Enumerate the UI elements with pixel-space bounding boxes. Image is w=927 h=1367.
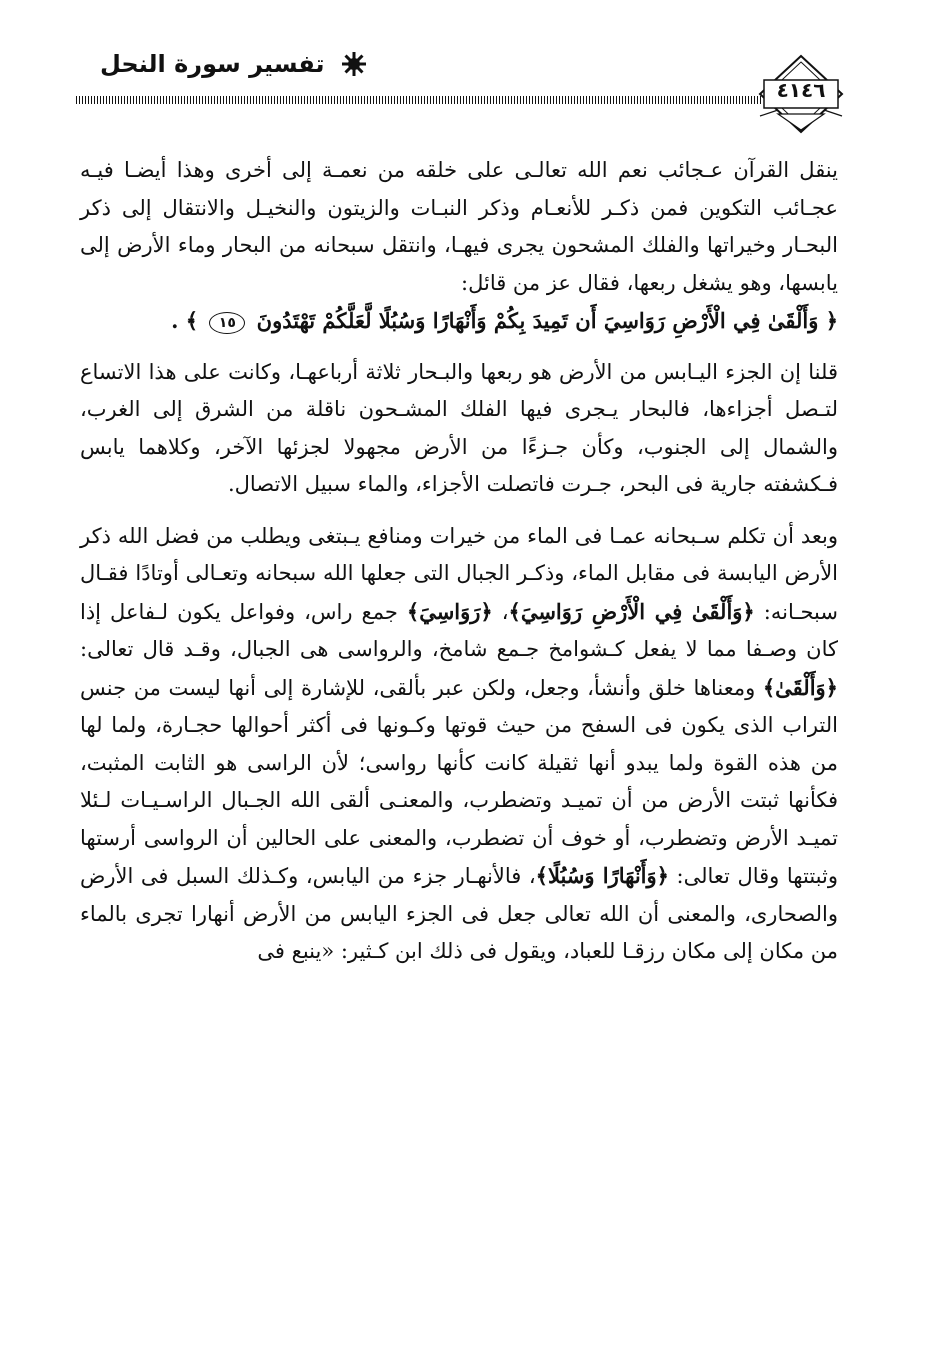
running-title (100, 44, 367, 84)
quote-verse: ﴿وَأَنْهَارًا وَسُبُلًا﴾ (535, 863, 669, 888)
title-ornament-icon (341, 51, 367, 77)
quote-word: ﴿رَوَاسِيَ﴾ (406, 598, 493, 624)
page-header (0, 0, 927, 135)
quote-word: ﴿وَأَلْقَىٰ﴾ (762, 674, 838, 700)
verse-open-bracket: ﴿ (825, 308, 838, 333)
paragraph-2: قلنا إن الجزء اليـابس من الأرض هو ربعها والبـحار ثلاثة أرباعهـا، وكانت على هذا الاتساع لتـصل أجزاءها، فالبحار يـجرى فيها الفلك المشـحون ناقلة من الشرق إلى الغرب، والشمال إلى الجنوب، وكأن جـزءًا من الأرض مجهولا لجزئها الآخر، وكلاهما يابس فـكشفته جارية فى البحر، جـرت فاتصلت الأجزاء، والماء سبيل الاتصال. (80, 359, 838, 496)
body-text (80, 152, 838, 971)
paragraph-3-segment: وبعد أن تكلم سـبحانه عمـا فى الماء من خيرات ومنافع يـبتغى ويطلب من فضل الله ذكر الأرض اليابسة فى مقابل الماء، وذكـر الجبال التى جعلها الله سبحانه وتعـالى أوتادًا فقـال سبحـانه: (80, 523, 838, 624)
paragraph-3-segment: ومعناها خلق وأنشأ، وجعل، ولكن عبر بألقى، للإشارة إلى أنها ليست من جنس التراب الذى يكون فى السفح من حيث قوتها وكـونها فى أكثر أحوالها حجـارة، ولما لها من هذه القوة ولما يبدو أنها ثقيلة كانت كأنها رواسى؛ لأن الراسى هو الثابت المثبت، فكأنها ثبتت الأرض من أن تميـد وتضطرب، والمعنـى ألقى الله الجـبال الراسـيـات لـئلا تميـد الأرض وتضطرب، أو خوف أن تضطرب، والمعنى على الحالين أن الرواسى أرستها وثبتتها وقال تعالى: (80, 675, 838, 888)
quote-verse: ﴿وَأَلْقَىٰ فِي الْأَرْضِ رَوَاسِيَ﴾ (508, 598, 755, 624)
quran-verse (80, 302, 838, 340)
verse-text: وَأَلْقَىٰ فِي الْأَرْضِ رَوَاسِيَ أَن تَمِيدَ بِكُمْ وَأَنْهَارًا وَسُبُلًا لَّعَلَّكُمْ تَهْتَدُونَ (256, 308, 819, 333)
verse-close-bracket: ﴾ . (171, 308, 199, 333)
paragraph-3-segment: جمع راس، وفواعل يكون لـفاعل إذا كان وصـفا مما لا يفعل كـشوامخ جـمع شامخ، والرواسى هى الجبال، وقـد قال تعالى: (80, 599, 838, 661)
paragraph-1: ينقل القرآن عـجائب نعم الله تعالـى على خلقه من نعمـة إلى أخرى وهذا أيضـا فيـه عجـائب التكوين فمن ذكـر للأنعـام وذكر النبـات والزيتون والنخيـل والانتقال إلى ذكر البحـار وخيراتها والفلك المشحون يجرى فيهـا، وانتقل سبحانه من البحار وماء الأرض إلى يابسها، وهو يشغل ربعها، فقال عز من قائل: (80, 158, 838, 295)
ayah-number: ١٥ (209, 312, 245, 334)
paragraph-3-segment: ، فالأنهـار جزء من اليابس، وكـذلك السبل فى الأرض والصحارى، والمعنى أن الله تعالى جعل فى الجزء اليابس من الأرض أنهارا تجرى بالماء من مكان إلى مكان رزقـا للعباد، ويقول فى ذلك ابن كـثير: «ينبع فى (80, 864, 838, 963)
paragraph-3 (80, 518, 838, 971)
page-number: ٤١٤٦ (776, 78, 826, 102)
header-dotted-rule (76, 96, 762, 104)
surah-title: تفسير سورة النحل (100, 50, 325, 78)
paragraph-3-segment: ، (501, 599, 509, 624)
